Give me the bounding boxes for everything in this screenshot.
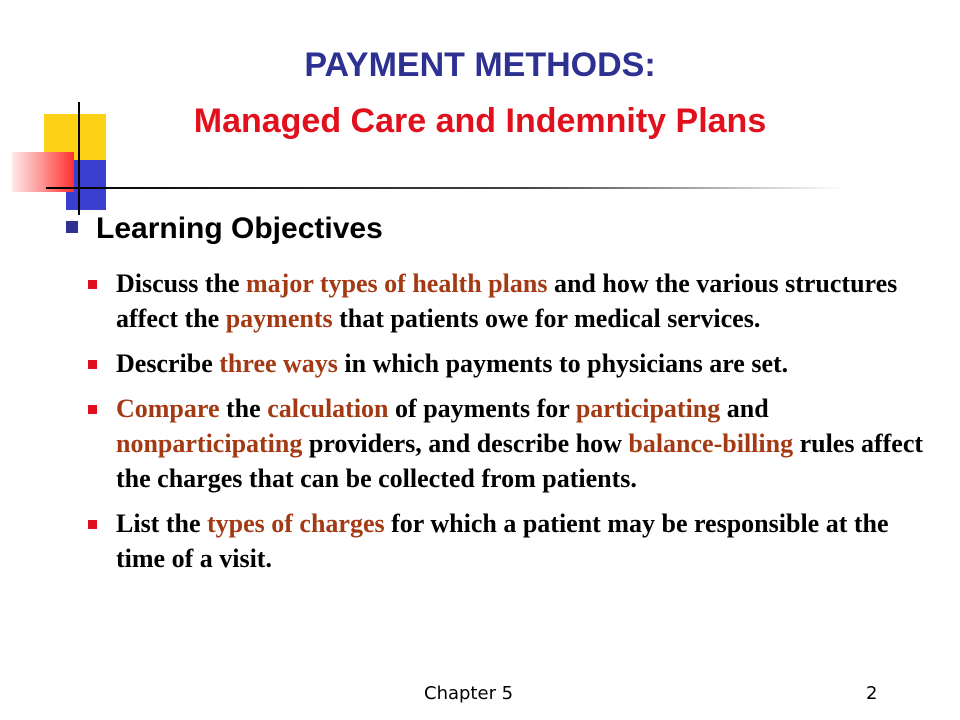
square-bullet-icon	[88, 520, 97, 529]
objective-text-segment: Describe	[116, 349, 220, 378]
objective-text-segment: that patients owe for medical services.	[332, 304, 761, 333]
square-bullet-icon	[88, 405, 97, 414]
square-bullet-icon	[88, 360, 97, 369]
slide-title-line1: PAYMENT METHODS:	[304, 46, 656, 84]
square-bullet-icon	[66, 221, 78, 233]
objective-text-segment: and how the various structures affect the	[116, 269, 898, 333]
objective-text-segment: rules affect the charges that can be collected from patients.	[116, 429, 924, 493]
objective-text-segment: Discuss the	[116, 269, 247, 298]
objectives-list	[88, 266, 928, 586]
learning-objectives-heading	[66, 212, 383, 246]
objective-text-segment: and	[720, 394, 769, 423]
footer-chapter: Chapter 5	[424, 683, 514, 704]
objective-item	[88, 346, 928, 381]
highlighted-term: payments	[225, 304, 333, 333]
decor-red-square	[12, 152, 74, 192]
square-bullet-icon	[88, 280, 97, 289]
objective-text-segment: in which payments to physicians are set.	[337, 349, 789, 378]
objective-item	[88, 506, 928, 576]
objective-text-segment: List the	[116, 509, 207, 538]
objective-text	[116, 509, 889, 573]
slide-title-line2: Managed Care and Indemnity Plans	[193, 102, 767, 140]
objective-text	[116, 269, 897, 333]
highlighted-term: types of charges	[207, 509, 385, 538]
objective-text-segment: for which a patient may be responsible at the time of a visit.	[116, 509, 889, 573]
objective-text	[116, 349, 788, 378]
highlighted-term: participating	[575, 394, 721, 423]
highlighted-term: calculation	[267, 394, 389, 423]
highlighted-term: major types of health plans	[246, 269, 548, 298]
heading-text: Learning Objectives	[96, 212, 383, 245]
highlighted-term: Compare	[116, 394, 220, 423]
objective-text-segment: of payments for	[388, 394, 576, 423]
page-number: 2	[866, 683, 878, 704]
objective-text-segment: the	[219, 394, 268, 423]
objective-text	[116, 394, 923, 493]
objective-item	[88, 391, 928, 496]
objective-text-segment: providers, and describe how	[302, 429, 629, 458]
highlighted-term: balance-billing	[628, 429, 794, 458]
decor-vertical-line	[78, 102, 80, 215]
highlighted-term: three ways	[219, 349, 338, 378]
title-divider-line	[46, 187, 846, 189]
highlighted-term: nonparticipating	[116, 429, 303, 458]
objective-item	[88, 266, 928, 336]
